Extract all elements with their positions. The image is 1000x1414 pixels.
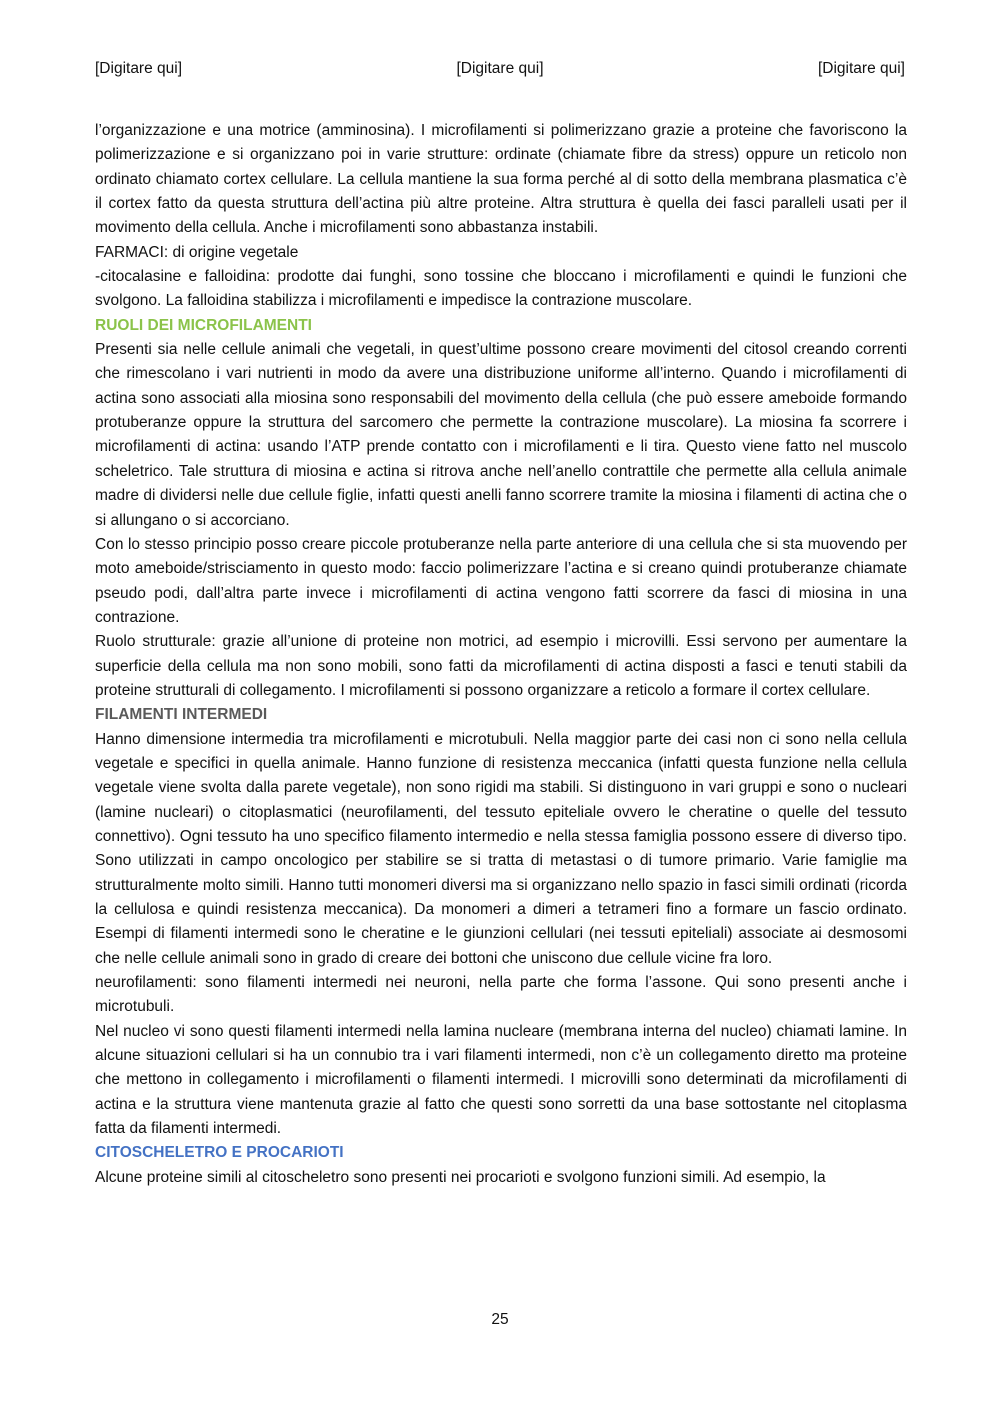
paragraph: neurofilamenti: sono filamenti intermedi nei neuroni, nella parte che forma l’assone. Qui sono presenti anche i microtubuli. (95, 974, 907, 1016)
paragraph: -citocalasine e falloidina: prodotte dai funghi, sono tossine che bloccano i microfilamenti e quindi le funzioni che svolgono. La falloidina stabilizza i microfilamenti e impedisce la contrazione muscolare. (95, 268, 907, 310)
paragraph: Alcune proteine simili al citoscheletro sono presenti nei procarioti e svolgono funzioni simili. Ad esempio, la (95, 1168, 826, 1186)
paragraph: FARMACI: di origine vegetale (95, 243, 299, 261)
paragraph: Hanno dimensione intermedia tra microfilamenti e microtubuli. Nella maggior parte dei casi non ci sono nella cellula vegetale e specifici in quella animale. Hanno funzione di resistenza meccanica (infatti questa funzione nella cellula vegetale viene svolta dalla parete vegetale), non sono rigidi ma stabili. Si distinguono in vari gruppi e sono o nucleari (lamine nucleari) o citoplasmatici (neurofilamenti, del tessuto epiteliale ovvero le cheratine o quelle del tessuto connettivo). Ogni tessuto ha uno specifico filamento intermedio e nella stessa famiglia possono essere di diverso tipo. Sono utilizzati in campo oncologico per stabilire se si tratta di metastasi o di tumore primario. Varie famiglie ma strutturalmente molto simili. Hanno tutti monomeri diversi ma si organizzano nello spazio in fasci simili ordinati (ricorda la cellulosa e quindi resistenza meccanica). Da monomeri a dimeri a tetrameri fino a formare un fascio ordinato. Esempi di filamenti intermedi sono le cheratine e le giunzioni cellulari (nei tessuti epiteliali) associate ai desmosomi che nelle cellule animali sono in grado di creare dei bottoni che uniscono due cellule vicine fra loro. (95, 730, 907, 967)
page-header (95, 60, 905, 82)
header-center: [Digitare qui] (456, 60, 544, 77)
header-right: [Digitare qui] (817, 60, 905, 77)
section-heading-ruoli-microfilamenti: RUOLI DEI MICROFILAMENTI (95, 316, 312, 334)
page-number: 25 (491, 1311, 509, 1328)
paragraph: Presenti sia nelle cellule animali che vegetali, in quest’ultime possono creare movimenti del citosol creando correnti che rimescolano i vari nutrienti in modo da avere una distribuzione uniforme all’interno. Quando i microfilamenti di actina sono associati alla miosina sono responsabili del movimento della cellula (che può essere ameboide formando protuberanze oppure la struttura del sarcomero che permette la contrazione muscolare). La miosina fa scorrere i microfilamenti di actina: usando l’ATP prende contatto con i microfilamenti e li tira. Questo viene fatto nel muscolo scheletrico. Tale struttura di miosina e actina si ritrova anche nell’anello contrattile che permette alla cellula animale madre di dividersi nelle due cellule figlie, infatti questi anelli fanno scorrere tramite la miosina i filamenti di actina che o si allungano o si accorciano. (95, 341, 907, 529)
paragraph: Con lo stesso principio posso creare piccole protuberanze nella parte anteriore di una cellula che si sta muovendo per moto ameboide/strisciamento in questo modo: faccio polimerizzare l’actina e si creano quindi protuberanze chiamate pseudo podi, dall’altra parte invece i microfilamenti di actina vengono fatti scorrere da fasci di miosina in una contrazione. (95, 535, 907, 626)
document-body (95, 119, 907, 1190)
paragraph: Ruolo strutturale: grazie all’unione di proteine non motrici, ad esempio i microvilli. Essi servono per aumentare la superficie della cellula ma non sono mobili, sono fatti da microfilamenti di actina disposti a fasci e tenuti stabili da proteine strutturali di collegamento. I microfilamenti si possono organizzare a reticolo a formare il cortex cellulare. (95, 633, 907, 699)
header-left: [Digitare qui] (95, 60, 183, 77)
paragraph: Nel nucleo vi sono questi filamenti intermedi nella lamina nucleare (membrana interna del nucleo) chiamati lamine. In alcune situazioni cellulari si ha un connubio tra i vari filamenti intermedi, non c’è un collegamento diretto ma proteine che mettono in collegamento i microfilamenti o filamenti intermedi. I microvilli sono determinati da microfilamenti di actina e la struttura viene mantenuta grazie al fatto che questi sono sorretti da una base sottostante nel citoplasma fatta da filamenti intermedi. (95, 1022, 907, 1138)
section-heading-filamenti-intermedi: FILAMENTI INTERMEDI (95, 706, 268, 724)
section-heading-citoscheletro-procarioti: CITOSCHELETRO E PROCARIOTI (95, 1144, 344, 1162)
paragraph: l’organizzazione e una motrice (amminosina). I microfilamenti si polimerizzano grazie a proteine che favoriscono la polimerizzazione e si organizzano poi in varie strutture: ordinate (chiamate fibre da stress) oppure un reticolo non ordinato chiamato cortex cellulare. La cellula mantiene la sua forma perché al di sotto della membrana plasmatica c’è il cortex fatto da questa struttura dell’actina più altre proteine. Altra struttura è quella dei fasci paralleli usati per il movimento della cellula. Anche i microfilamenti sono abbastanza instabili. (95, 122, 907, 237)
